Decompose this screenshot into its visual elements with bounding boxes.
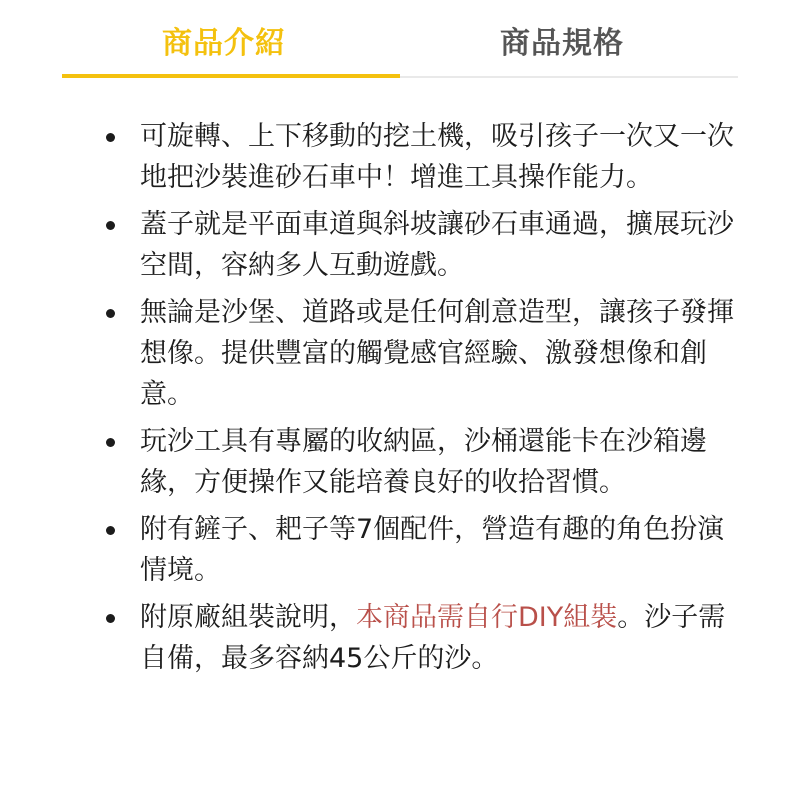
feature-text: 可旋轉、上下移動的挖土機，吸引孩子一次又一次地把沙裝進砂石車中！增進工具操作能力。 [140, 121, 734, 193]
list-item [100, 597, 740, 679]
bullet-dot-icon [106, 309, 115, 318]
list-item [100, 421, 740, 503]
bullet-dot-icon [106, 221, 115, 230]
list-item [100, 116, 740, 198]
feature-text: 蓋子就是平面車道與斜坡讓砂石車通過，擴展玩沙空間，容納多人互動遊戲。 [140, 209, 734, 281]
tab-product-spec[interactable]: 商品規格 [500, 26, 624, 61]
bullet-dot-icon [106, 614, 115, 623]
bullet-dot-icon [106, 438, 115, 447]
bullet-dot-icon [106, 526, 115, 535]
tab-product-intro[interactable]: 商品介紹 [162, 26, 286, 61]
feature-list [100, 116, 740, 685]
feature-text: 附有鏟子、耙子等7個配件，營造有趣的角色扮演情境。 [140, 514, 725, 586]
diy-assembly-notice: 本商品需自行DIY組裝 [356, 602, 618, 633]
feature-text: 無論是沙堡、道路或是任何創意造型，讓孩子發揮想像。提供豐富的觸覺感官經驗、激發想像和創意。 [140, 297, 734, 410]
list-item [100, 509, 740, 591]
feature-text: 玩沙工具有專屬的收納區，沙桶還能卡在沙箱邊緣，方便操作又能培養良好的收拾習慣。 [140, 426, 707, 498]
list-item [100, 292, 740, 415]
list-item [100, 204, 740, 286]
feature-text-before: 附原廠組裝說明， [140, 602, 356, 633]
feature-text-after: 。沙子需自備，最多容納45公斤的沙。 [140, 602, 726, 674]
active-tab-indicator [62, 74, 400, 78]
bullet-dot-icon [106, 133, 115, 142]
tab-bar [62, 0, 738, 78]
